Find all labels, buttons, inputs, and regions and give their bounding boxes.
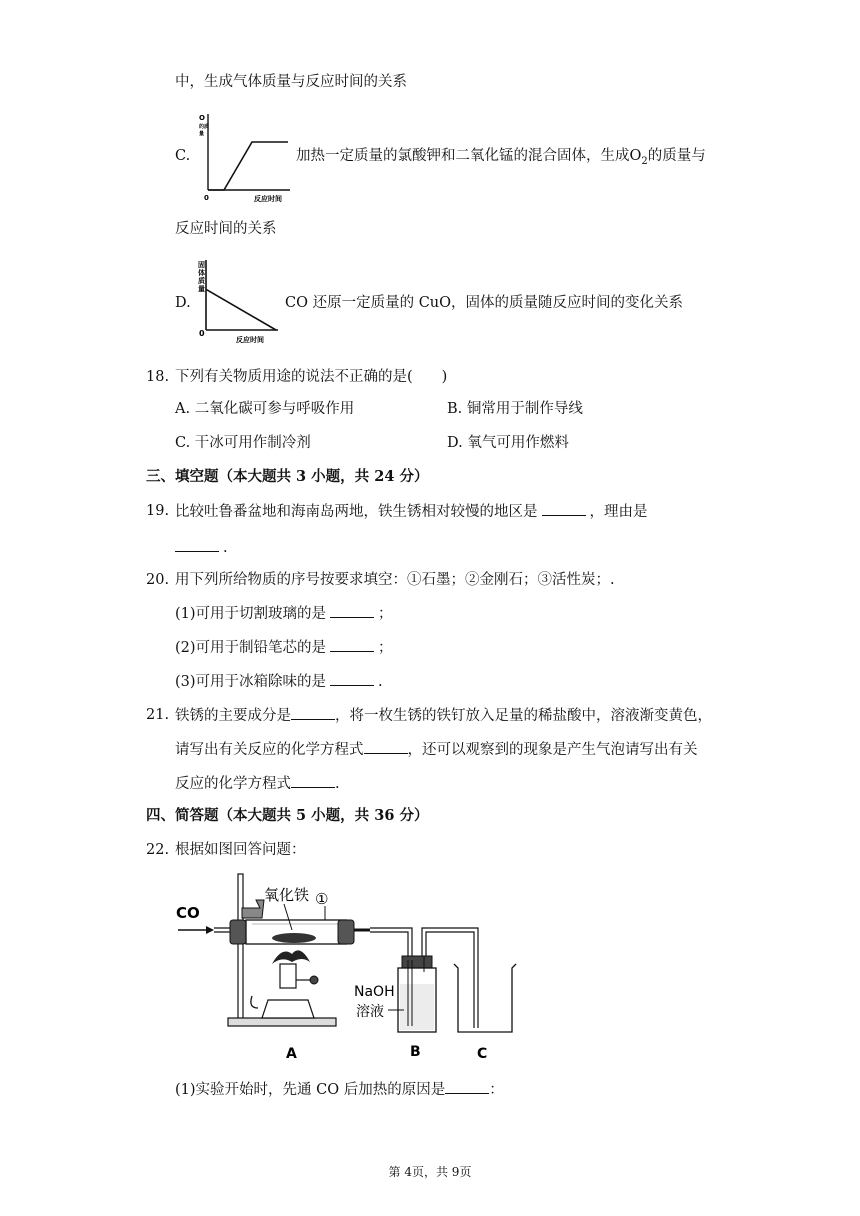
q21-line1-a: 铁锈的主要成分是: [175, 708, 291, 724]
q21-blank-1[interactable]: [291, 705, 335, 720]
q20-item-3-text: (3)可用于冰箱除味的是: [175, 674, 327, 690]
q18-option-b: [447, 399, 583, 419]
q22-sub1-text: (1)实验开始时，先通 CO 后加热的原因是: [175, 1082, 446, 1098]
q20-stem: 用下列所给物质的序号按要求填空：①石墨；②金刚石；③活性炭；.: [175, 572, 615, 588]
q20-item-1: [175, 603, 393, 624]
apparatus-circle-label: ①: [315, 890, 329, 908]
chart-d-ylabel-3: 质: [198, 277, 205, 285]
q20-item-3-end: .: [378, 674, 383, 690]
chart-c-ylabel-2: 的质: [199, 124, 210, 130]
q21-line1-b: ，将一枚生锈的铁钉放入足量的稀盐酸中，溶液渐变黄色，: [335, 708, 712, 724]
q20-number: 20.: [146, 572, 170, 588]
q20-item-1-text: (1)可用于切割玻璃的是: [175, 606, 327, 622]
chart-d-ylabel-1: 固: [198, 261, 205, 269]
q17-option-c-text: [296, 146, 706, 172]
q18-option-b-letter: B.: [447, 401, 463, 417]
apparatus-stand-base: [228, 1018, 336, 1026]
q17-option-b-tail: 中，生成气体质量与反应时间的关系: [175, 74, 407, 90]
chart-d-series-line: [206, 289, 276, 330]
q17-option-c-chart: [196, 108, 292, 204]
apparatus-label-a: A: [286, 1046, 297, 1062]
chart-c-origin: 0: [204, 194, 209, 202]
q21-number: 21.: [146, 707, 170, 723]
q22-sub1-end: ：: [489, 1082, 504, 1098]
q20-blank-3[interactable]: [330, 671, 374, 686]
q22-stem: 根据如图回答问题：: [175, 842, 306, 858]
chart-d-svg: [196, 256, 280, 346]
q17-option-c-text-sub: 2: [641, 155, 648, 167]
apparatus-iron-oxide: [272, 933, 316, 943]
q21-blank-2[interactable]: [364, 739, 408, 754]
apparatus-burner-tube: [280, 964, 296, 988]
q21-line2-b: ，还可以观察到的现象是产生气泡请写出有关: [407, 742, 698, 758]
q17-option-d-chart: [196, 256, 280, 346]
q19-line1: [175, 501, 648, 522]
q18-option-c-text: 干冰可用作制冷剂: [194, 435, 311, 451]
apparatus-naoh-label-2: 溶液: [356, 1004, 384, 1020]
apparatus-tube-label: 氧化铁: [264, 886, 310, 904]
q18-option-a-text: 二氧化碳可参与呼吸作用: [194, 401, 355, 417]
q19-blank-1[interactable]: [542, 501, 586, 516]
apparatus-co-arrowhead: [206, 926, 214, 934]
q18-option-a-letter: A.: [175, 401, 191, 417]
q18-option-b-text: 铜常用于制作导线: [466, 401, 583, 417]
q18-option-a: [175, 399, 354, 419]
apparatus-naoh-solution: [400, 984, 434, 1030]
q18-option-c: [175, 433, 311, 453]
q18-option-c-letter: C.: [175, 435, 191, 451]
apparatus-clamp: [242, 900, 264, 918]
q19-line2: [175, 537, 228, 558]
q18-stem: 下列有关物质用途的说法不正确的是( ): [175, 369, 448, 385]
q20-blank-1[interactable]: [330, 603, 374, 618]
q17-option-c-text-post: 的质量与: [647, 148, 706, 164]
q20-item-2-text: (2)可用于制铅笔芯的是: [175, 640, 327, 656]
q17-option-d-letter: D.: [175, 295, 191, 311]
q22-apparatus-figure: [172, 868, 522, 1068]
q19-line1-end: ，理由是: [589, 504, 648, 520]
q17-option-c-text-line2: 反应时间的关系: [175, 221, 277, 237]
chart-c-ylabel-1: O: [199, 114, 205, 122]
chart-d-ylabel-2: 体: [198, 269, 205, 277]
q21-line1: [175, 705, 712, 726]
q18-option-d: [447, 433, 569, 453]
q21-line3-b: .: [335, 776, 340, 792]
apparatus-label-b: B: [410, 1044, 421, 1060]
q19-number: 19.: [146, 503, 170, 519]
apparatus-label-c: C: [477, 1046, 488, 1062]
q19-line2-end: .: [223, 540, 228, 556]
apparatus-bottle-stopper: [402, 956, 432, 968]
q21-line3: [175, 773, 340, 794]
q21-line3-a: 反应的化学方程式: [175, 776, 291, 792]
q18-number: 18.: [146, 369, 170, 385]
chart-c-series-line: [208, 142, 288, 190]
chart-d-ylabel-4: 量: [198, 285, 205, 293]
q21-line2: [175, 739, 698, 760]
chart-c-ylabel-3: 量: [199, 131, 205, 137]
q18-option-d-text: 氧气可用作燃料: [467, 435, 569, 451]
q20-item-1-end: ；: [378, 606, 393, 622]
q21-blank-3[interactable]: [291, 773, 335, 788]
q17-option-c-letter: C.: [175, 148, 191, 164]
q20-blank-2[interactable]: [330, 637, 374, 652]
chart-d-origin: 0: [199, 329, 205, 338]
apparatus-beaker-c: [454, 964, 516, 1032]
q22-number: 22.: [146, 842, 170, 858]
q21-line2-a: 请写出有关反应的化学方程式: [175, 742, 364, 758]
section-4-heading: 四、简答题（本大题共 5 小题，共 36 分）: [146, 807, 429, 824]
chart-c-svg: [196, 108, 292, 204]
q20-item-2: [175, 637, 393, 658]
q19-line1-text: 比较吐鲁番盆地和海南岛两地，铁生锈相对较慢的地区是: [175, 504, 538, 520]
apparatus-burner-base: [262, 1000, 314, 1018]
chart-c-xlabel: 反应时间: [254, 195, 282, 203]
q17-option-c-text-pre: 加热一定质量的氯酸钾和二氧化锰的混合固体，生成O: [296, 148, 642, 164]
section-3-heading: 三、填空题（本大题共 3 小题，共 24 分）: [146, 468, 429, 485]
chart-d-xlabel: 反应时间: [236, 336, 264, 344]
apparatus-left-stopper: [230, 920, 246, 944]
apparatus-co-label: CO: [176, 904, 200, 922]
q22-blank-1[interactable]: [445, 1079, 489, 1094]
apparatus-flame: [272, 950, 310, 964]
q19-blank-2[interactable]: [175, 537, 219, 552]
q18-option-d-letter: D.: [447, 435, 463, 451]
apparatus-naoh-label-1: NaOH: [354, 984, 395, 1000]
apparatus-right-stopper: [338, 920, 354, 944]
apparatus-svg: [172, 868, 522, 1068]
apparatus-stand-rod: [238, 874, 243, 1022]
q17-option-d-text: CO 还原一定质量的 CuO，固体的质量随反应时间的变化关系: [285, 295, 684, 311]
page-footer: 第 4页，共 9页: [388, 1165, 472, 1179]
q20-item-3: [175, 671, 383, 692]
q20-item-2-end: ；: [378, 640, 393, 656]
q22-sub1: [175, 1079, 504, 1100]
